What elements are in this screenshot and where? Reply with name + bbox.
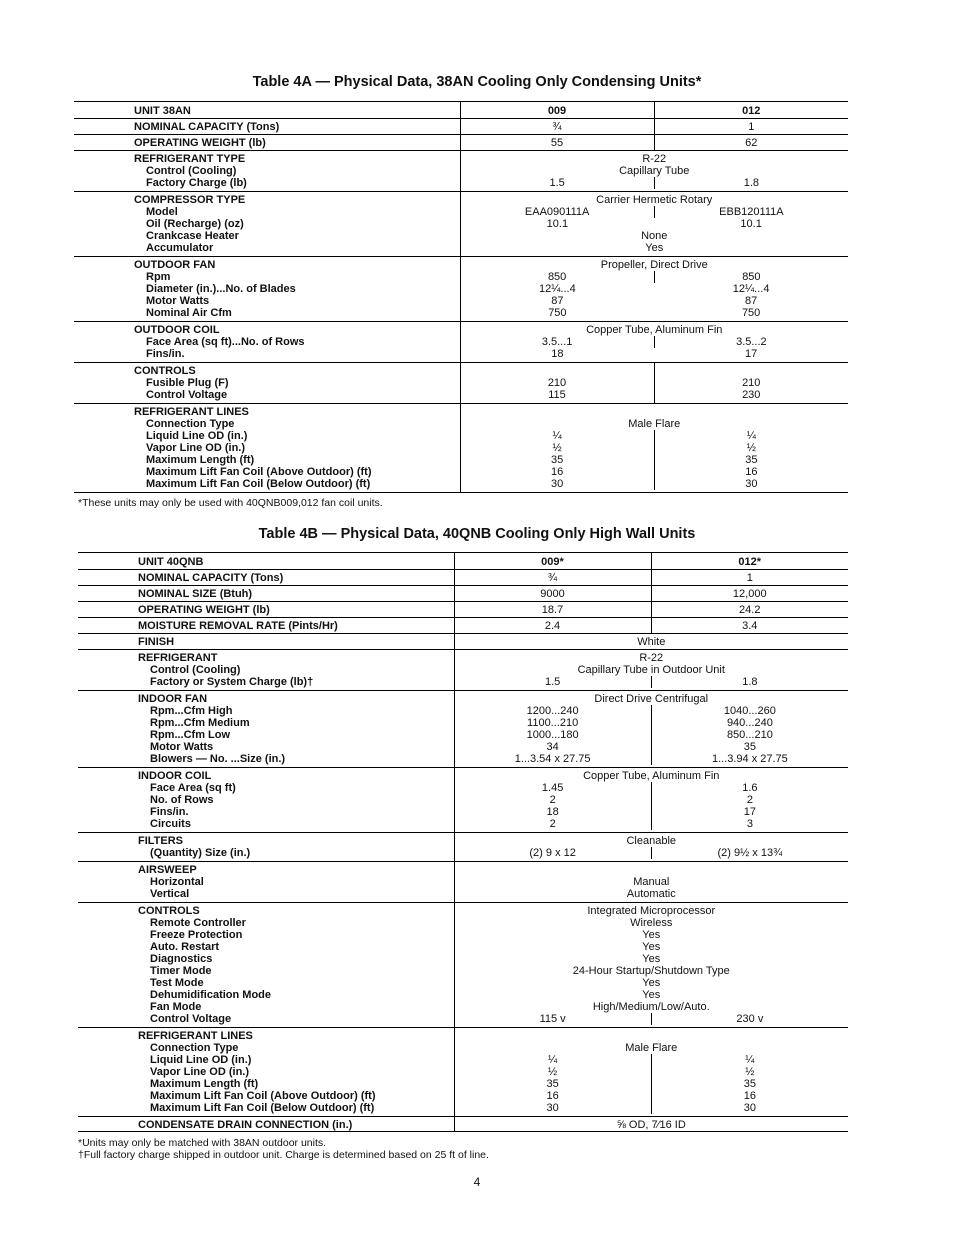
cell-value: 1: [748, 121, 755, 133]
row-sublabel: Test Mode: [150, 977, 204, 989]
cell-value: 1.45: [455, 782, 652, 794]
row-label: UNIT 38AN: [134, 105, 191, 117]
row-sublabel: Maximum Length (ft): [146, 454, 255, 466]
row-label: OPERATING WEIGHT (lb): [138, 604, 270, 616]
cell-value: High/Medium/Low/Auto.: [592, 1001, 710, 1013]
cell-value: ½: [746, 442, 756, 454]
row-sublabel: Remote Controller: [150, 917, 246, 929]
cell-value: 55: [550, 137, 564, 149]
table-row: [78, 634, 848, 650]
cell-value: (2) 9 x 12: [455, 847, 652, 859]
table-row: [74, 151, 848, 192]
table-row: [78, 586, 848, 602]
cell-value: Yes: [642, 953, 661, 965]
cell-value: 1000...180: [455, 729, 652, 741]
row-sublabel: Timer Mode: [150, 965, 212, 977]
cell-value: EAA090111A: [524, 206, 590, 218]
cell-value: 18: [551, 348, 564, 360]
cell-value: Capillary Tube: [619, 165, 690, 177]
row-sublabel: Face Area (sq ft)...No. of Rows: [146, 336, 305, 348]
table-row: [78, 903, 848, 1028]
cell-value: 16: [745, 466, 758, 478]
cell-value: 9000: [540, 588, 565, 600]
table-row: [78, 618, 848, 634]
row-sublabel: Control Voltage: [150, 1013, 232, 1025]
row-sublabel: Rpm...Cfm Low: [150, 729, 231, 741]
table-row: [78, 768, 848, 833]
row-label: CONTROLS: [138, 905, 200, 917]
table-row: [78, 570, 848, 586]
cell-value: 17: [743, 806, 756, 818]
row-sublabel: Face Area (sq ft): [150, 782, 236, 794]
row-label: OUTDOOR COIL: [134, 324, 220, 336]
cell-value: ¼: [461, 430, 655, 442]
row-label: REFRIGERANT LINES: [134, 406, 249, 418]
cell-value: Propeller, Direct Drive: [600, 259, 708, 271]
cell-value: ½: [745, 1066, 755, 1078]
row-sublabel: Fins/in.: [150, 806, 189, 818]
row-sublabel: Fan Mode: [150, 1001, 202, 1013]
cell-value: Male Flare: [628, 418, 681, 430]
row-label: REFRIGERANT TYPE: [134, 153, 246, 165]
row-sublabel: Diagnostics: [150, 953, 213, 965]
cell-value: 2: [746, 794, 753, 806]
row-sublabel: Connection Type: [150, 1042, 239, 1054]
cell-value: 30: [745, 478, 758, 490]
row-sublabel: Vapor Line OD (in.): [146, 442, 246, 454]
table-4b-footnote-2: †Full factory charge shipped in outdoor unit. Charge is determined based on 25 ft of line.: [78, 1149, 489, 1161]
cell-value: Yes: [642, 941, 661, 953]
cell-value: 1200...240: [455, 705, 652, 717]
cell-value: 1.6: [742, 782, 758, 794]
row-label: AIRSWEEP: [138, 864, 197, 876]
cell-value: 16: [455, 1090, 652, 1102]
cell-value: 87: [551, 295, 564, 307]
row-sublabel: Factory or System Charge (lb)†: [150, 676, 314, 688]
cell-value: 87: [745, 295, 758, 307]
cell-value: 18.7: [541, 604, 564, 616]
row-sublabel: Vertical: [150, 888, 190, 900]
cell-value: 940...240: [726, 717, 773, 729]
cell-value: 3.5...1: [461, 336, 655, 348]
cell-value: 3.4: [742, 620, 758, 632]
column-header-012: 012*: [738, 556, 762, 568]
row-sublabel: Maximum Lift Fan Coil (Above Outdoor) (ft): [146, 466, 372, 478]
cell-value: 1: [746, 572, 753, 584]
row-label: COMPRESSOR TYPE: [134, 194, 246, 206]
table-4b: [78, 552, 848, 1132]
row-label: CONDENSATE DRAIN CONNECTION (in.): [138, 1119, 353, 1131]
row-sublabel: Rpm...Cfm High: [150, 705, 233, 717]
cell-value: 16: [461, 466, 655, 478]
cell-value: 12¼...4: [539, 283, 576, 295]
row-label: UNIT 40QNB: [138, 556, 204, 568]
row-sublabel: Freeze Protection: [150, 929, 243, 941]
cell-value: ¾: [547, 572, 558, 584]
row-label: OUTDOOR FAN: [134, 259, 216, 271]
row-sublabel: Circuits: [150, 818, 191, 830]
cell-value: 24.2: [739, 604, 761, 616]
cell-value: 10.1: [740, 218, 762, 230]
cell-value: 1.8: [654, 177, 848, 189]
row-sublabel: Fins/in.: [146, 348, 185, 360]
cell-value: 115 v: [455, 1013, 652, 1025]
cell-value: ½: [455, 1066, 652, 1078]
row-label: NOMINAL SIZE (Btuh): [138, 588, 253, 600]
table-row: [74, 192, 848, 257]
row-sublabel: Maximum Lift Fan Coil (Below Outdoor) (ft): [150, 1102, 375, 1114]
row-label: REFRIGERANT: [138, 652, 218, 664]
table-row: [74, 119, 848, 135]
row-sublabel: Liquid Line OD (in.): [150, 1054, 252, 1066]
row-sublabel: No. of Rows: [150, 794, 214, 806]
cell-value: 18: [455, 806, 652, 818]
cell-value: ½: [461, 442, 655, 454]
cell-value: Yes: [642, 977, 661, 989]
cell-value: 3: [746, 818, 753, 830]
cell-value: ¾: [552, 121, 562, 133]
cell-value: 210: [547, 377, 567, 389]
cell-value: 1...3.94 x 27.75: [711, 753, 788, 765]
cell-value: 1.8: [742, 676, 758, 688]
column-header-009: 009*: [541, 556, 564, 568]
row-label: REFRIGERANT LINES: [138, 1030, 253, 1042]
row-label: OPERATING WEIGHT (lb): [134, 137, 266, 149]
cell-value: 230 v: [736, 1013, 764, 1025]
cell-value: Integrated Microprocessor: [587, 905, 716, 917]
cell-value: Yes: [645, 242, 664, 254]
table-row: [78, 1028, 848, 1117]
table-row: [74, 102, 848, 119]
cell-value: White: [637, 636, 666, 648]
row-sublabel: Rpm...Cfm Medium: [150, 717, 250, 729]
cell-value: ¼: [745, 1054, 755, 1066]
page-number: 4: [473, 1175, 481, 1189]
row-sublabel: Control Voltage: [146, 389, 228, 401]
row-sublabel: Accumulator: [146, 242, 214, 254]
cell-value: 1100...210: [455, 717, 652, 729]
cell-value: 2.4: [544, 620, 561, 632]
cell-value: Manual: [633, 876, 670, 888]
cell-value: 1...3.54 x 27.75: [455, 753, 652, 765]
row-sublabel: Maximum Length (ft): [150, 1078, 259, 1090]
cell-value: Automatic: [626, 888, 676, 900]
cell-value: 30: [743, 1102, 756, 1114]
cell-value: 24-Hour Startup/Shutdown Type: [572, 965, 730, 977]
table-row: [78, 650, 848, 691]
cell-value: 2: [455, 818, 652, 830]
table-row: [78, 862, 848, 903]
row-sublabel: Liquid Line OD (in.): [146, 430, 248, 442]
column-header-009: 009: [547, 105, 567, 117]
cell-value: EBB120111A: [654, 206, 848, 218]
table-row: [74, 322, 848, 363]
row-sublabel: Maximum Lift Fan Coil (Below Outdoor) (ft): [146, 478, 371, 490]
cell-value: 850...210: [726, 729, 773, 741]
cell-value: 35: [745, 454, 758, 466]
row-sublabel: Motor Watts: [146, 295, 210, 307]
cell-value: Yes: [642, 989, 661, 1001]
row-label: INDOOR COIL: [138, 770, 212, 782]
table-row: [78, 602, 848, 618]
row-sublabel: Diameter (in.)...No. of Blades: [146, 283, 296, 295]
table-row: [78, 833, 848, 862]
table-4a: [74, 101, 848, 493]
table-4a-title: Table 4A — Physical Data, 38AN Cooling Only Condensing Units*: [252, 74, 702, 90]
row-sublabel: Nominal Air Cfm: [146, 307, 232, 319]
cell-value: 1.5: [455, 676, 652, 688]
cell-value: 230: [742, 389, 761, 401]
row-label: MOISTURE REMOVAL RATE (Pints/Hr): [138, 620, 338, 632]
cell-value: Yes: [642, 929, 661, 941]
cell-value: ¼: [746, 430, 756, 442]
row-sublabel: Auto. Restart: [150, 941, 220, 953]
cell-value: 210: [742, 377, 761, 389]
table-row: [78, 691, 848, 768]
cell-value: 62: [745, 137, 758, 149]
cell-value: 35: [455, 1078, 652, 1090]
row-label: NOMINAL CAPACITY (Tons): [138, 572, 284, 584]
cell-value: 1040...260: [723, 705, 776, 717]
row-sublabel: Blowers — No. ...Size (in.): [150, 753, 286, 765]
cell-value: 1.5: [549, 177, 565, 189]
row-sublabel: Connection Type: [146, 418, 235, 430]
row-sublabel: Vapor Line OD (in.): [150, 1066, 250, 1078]
table-row: [74, 363, 848, 404]
cell-value: ⅝ OD, 7⁄16 ID: [616, 1119, 686, 1131]
cell-value: 12,000: [732, 588, 767, 600]
table-4b-footnote-1: *Units may only be matched with 38AN outdoor units.: [78, 1137, 327, 1149]
row-sublabel: (Quantity) Size (in.): [150, 847, 251, 859]
row-sublabel: Fusible Plug (F): [146, 377, 229, 389]
cell-value: Copper Tube, Aluminum Fin: [583, 770, 720, 782]
row-sublabel: Motor Watts: [150, 741, 214, 753]
table-4b-title: Table 4B — Physical Data, 40QNB Cooling Only High Wall Units: [258, 526, 696, 542]
table-row: [78, 1117, 848, 1132]
row-sublabel: Crankcase Heater: [146, 230, 239, 242]
table-row: [74, 135, 848, 151]
cell-value: 30: [455, 1102, 652, 1114]
cell-value: 12¼...4: [732, 283, 770, 295]
cell-value: None: [641, 230, 668, 242]
cell-value: 10.1: [546, 218, 569, 230]
cell-value: 2: [455, 794, 652, 806]
cell-value: 115: [548, 389, 566, 401]
row-label: FINISH: [138, 636, 175, 648]
row-sublabel: Oil (Recharge) (oz): [146, 218, 244, 230]
row-sublabel: Maximum Lift Fan Coil (Above Outdoor) (ft): [150, 1090, 376, 1102]
cell-value: 35: [461, 454, 655, 466]
cell-value: 850: [742, 271, 761, 283]
row-sublabel: Horizontal: [150, 876, 204, 888]
row-label: FILTERS: [138, 835, 184, 847]
row-label: INDOOR FAN: [138, 693, 208, 705]
cell-value: 35: [743, 741, 756, 753]
cell-value: R-22: [639, 652, 664, 664]
cell-value: Carrier Hermetic Rotary: [596, 194, 713, 206]
cell-value: Capillary Tube in Outdoor Unit: [577, 664, 725, 676]
cell-value: 850: [461, 271, 655, 283]
cell-value: Copper Tube, Aluminum Fin: [586, 324, 723, 336]
cell-value: 30: [461, 478, 655, 490]
cell-value: 750: [548, 307, 567, 319]
cell-value: 17: [745, 348, 758, 360]
cell-value: Direct Drive Centrifugal: [594, 693, 709, 705]
cell-value: (2) 9½ x 13¾: [717, 847, 783, 859]
table-row: [78, 553, 848, 570]
cell-value: Wireless: [630, 917, 673, 929]
cell-value: 34: [455, 741, 652, 753]
cell-value: ¼: [455, 1054, 652, 1066]
row-label: CONTROLS: [134, 365, 196, 377]
row-sublabel: Factory Charge (lb): [146, 177, 247, 189]
row-sublabel: Control (Cooling): [146, 165, 237, 177]
row-sublabel: Model: [146, 206, 178, 218]
row-sublabel: Dehumidification Mode: [150, 989, 271, 1001]
cell-value: 750: [741, 307, 761, 319]
cell-value: Male Flare: [625, 1042, 678, 1054]
cell-value: R-22: [642, 153, 667, 165]
table-row: [74, 404, 848, 493]
table-row: [74, 257, 848, 322]
row-sublabel: Rpm: [146, 271, 171, 283]
cell-value: 3.5...2: [736, 336, 767, 348]
row-label: NOMINAL CAPACITY (Tons): [134, 121, 280, 133]
cell-value: 35: [743, 1078, 756, 1090]
table-4a-footnote: *These units may only be used with 40QNB009,012 fan coil units.: [78, 497, 383, 509]
cell-value: Cleanable: [626, 835, 677, 847]
column-header-012: 012: [742, 105, 761, 117]
row-sublabel: Control (Cooling): [150, 664, 241, 676]
cell-value: 16: [743, 1090, 756, 1102]
